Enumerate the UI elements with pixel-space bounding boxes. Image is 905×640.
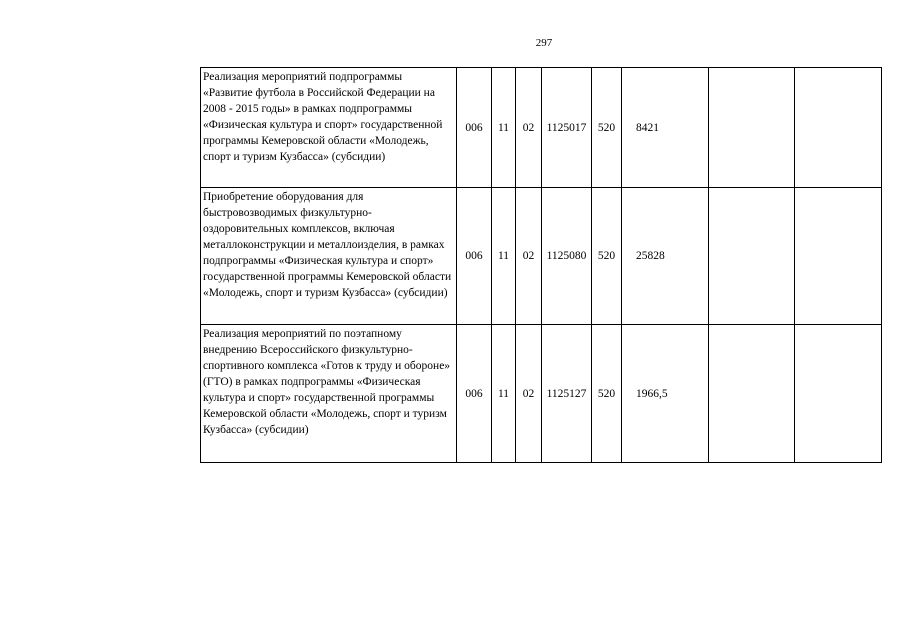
row-description: Реализация мероприятий подпрограммы «Развитие футбола в Российской Федерации на 2008 - 2015 годы» в рамках подпрограммы «Физическая культура и спорт» государственной программы Кемеровской области «Молодежь, спорт и туризм Кузбасса» (субсидии) [201,68,457,188]
section-code: 11 [492,325,516,463]
table-row [201,325,882,463]
ministry-code: 006 [457,188,492,325]
expense-type-code: 520 [592,325,622,463]
target-article-code: 1125017 [542,68,592,188]
expense-type-code: 520 [592,188,622,325]
subsection-code: 02 [516,188,542,325]
target-article-code: 1125080 [542,188,592,325]
budget-table [200,67,882,463]
ministry-code: 006 [457,325,492,463]
empty-cell [709,188,795,325]
section-code: 11 [492,68,516,188]
row-description: Реализация мероприятий по поэтапному внедрению Всероссийского физкультурно-спортивного комплекса «Готов к труду и обороне» (ГТО) в рамках подпрограммы «Физическая культура и спорт» государственной программы Кемеровской области «Молодежь, спорт и туризм Кузбасса» (субсидии) [201,325,457,463]
subsection-code: 02 [516,68,542,188]
empty-cell [795,188,882,325]
amount-cell: 25828 [622,188,709,325]
subsection-code: 02 [516,325,542,463]
table-row [201,68,882,188]
target-article-code: 1125127 [542,325,592,463]
empty-cell [709,325,795,463]
row-description: Приобретение оборудования для быстровозводимых физкультурно-оздоровительных комплексов, включая металлоконструкции и металлоизделия, в рамках подпрограммы «Физическая культура и спорт» государственной программы Кемеровской области «Молодежь, спорт и туризм Кузбасса» (субсидии) [201,188,457,325]
page-number: 297 [535,37,553,49]
section-code: 11 [492,188,516,325]
amount-cell: 8421 [622,68,709,188]
ministry-code: 006 [457,68,492,188]
empty-cell [709,68,795,188]
table-row [201,188,882,325]
expense-type-code: 520 [592,68,622,188]
empty-cell [795,325,882,463]
empty-cell [795,68,882,188]
amount-cell: 1966,5 [622,325,709,463]
